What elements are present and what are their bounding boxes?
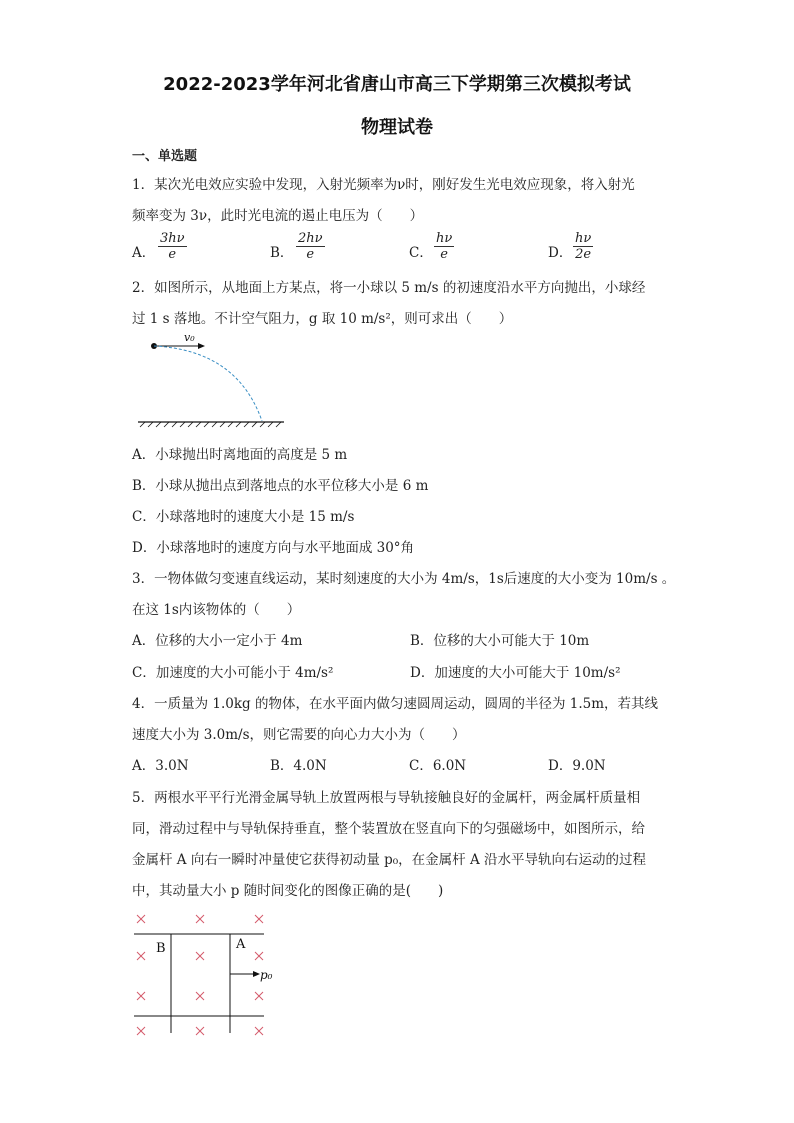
q1-option-b-label: B． xyxy=(270,245,294,261)
q1-option-a-denominator: e xyxy=(168,247,177,262)
page-title: 2022-2023学年河北省唐山市高三下学期第三次模拟考试 xyxy=(163,74,631,95)
q3-option-a: A．位移的大小一定小于 4m xyxy=(132,633,303,649)
q5-text-line-3: 金属杆 A 向右一瞬时冲量使它获得初动量 p₀，在金属杆 A 沿水平导轨向右运动的过程 xyxy=(132,852,647,868)
ground-hatching xyxy=(140,422,281,427)
q1-option-a-numerator: 3hν xyxy=(160,231,185,246)
arrow-head-icon xyxy=(253,971,260,977)
page-subtitle: 物理试卷 xyxy=(361,117,433,138)
q1-option-a-label: A． xyxy=(132,245,156,261)
q4-option-a: A．3.0N xyxy=(132,758,189,774)
q4-option-b: B．4.0N xyxy=(270,758,327,774)
q2-option-d: D．小球落地时的速度方向与水平地面成 30°角 xyxy=(132,540,415,556)
arrow-head-icon xyxy=(198,343,205,349)
rod-b-label: B xyxy=(156,941,166,956)
q1-option-b-denominator: e xyxy=(306,247,315,262)
section-heading: 一、单选题 xyxy=(132,149,198,164)
q1-text-line-2: 频率变为 3ν，此时光电流的遏止电压为（ ） xyxy=(132,208,424,224)
q2-text-line-1: 2．如图所示，从地面上方某点，将一小球以 5 m/s 的初速度沿水平方向抛出，小球经 xyxy=(132,280,646,296)
magnetic-field-crosses xyxy=(137,915,263,1035)
p0-label: p₀ xyxy=(260,968,273,982)
q1-option-c-numerator: hν xyxy=(436,231,453,246)
q2-text-line-2: 过 1 s 落地。不计空气阻力，g 取 10 m/s²，则可求出（ ） xyxy=(132,311,513,327)
q1-option-a-fraction xyxy=(158,231,187,262)
q2-option-c: C．小球落地时的速度大小是 15 m/s xyxy=(132,509,355,525)
q5-text-line-1: 5．两根水平平行光滑金属导轨上放置两根与导轨接触良好的金属杆，两金属杆质量相 xyxy=(132,790,641,806)
q1-text-line-1: 1．某次光电效应实验中发现，入射光频率为ν时，刚好发生光电效应现象，将入射光 xyxy=(132,177,635,193)
q1-option-c-denominator: e xyxy=(440,247,448,262)
q2-option-b: B．小球从抛出点到落地点的水平位移大小是 6 m xyxy=(132,478,429,494)
q3-option-b: B．位移的大小可能大于 10m xyxy=(410,633,590,649)
q1-option-b-fraction xyxy=(296,231,325,262)
q1-option-d-denominator: 2e xyxy=(575,247,592,262)
q1-option-c-fraction xyxy=(434,231,454,262)
q1-option-d-label: D． xyxy=(548,245,573,261)
magnetic-field-figure xyxy=(130,908,280,1043)
q4-text-line-1: 4．一质量为 1.0kg 的物体，在水平面内做匀速圆周运动，圆周的半径为 1.5m，若其线 xyxy=(132,696,659,712)
q1-option-c-label: C． xyxy=(409,245,433,261)
rod-a-label: A xyxy=(236,937,246,952)
q5-text-line-2: 同，滑动过程中与导轨保持垂直，整个装置放在竖直向下的匀强磁场中，如图所示，给 xyxy=(132,821,645,837)
q2-option-a: A．小球抛出时离地面的高度是 5 m xyxy=(132,447,348,463)
trajectory-curve xyxy=(154,346,262,421)
q1-option-d-numerator: hν xyxy=(575,231,592,246)
q3-option-c: C．加速度的大小可能小于 4m/s² xyxy=(132,665,334,681)
q3-option-d: D．加速度的大小可能大于 10m/s² xyxy=(410,665,621,681)
q4-text-line-2: 速度大小为 3.0m/s，则它需要的向心力大小为（ ） xyxy=(132,727,466,743)
q5-text-line-4: 中，其动量大小 p 随时间变化的图像正确的是( ) xyxy=(132,883,444,899)
q4-option-c: C．6.0N xyxy=(409,758,467,774)
q4-option-d: D．9.0N xyxy=(548,758,606,774)
projectile-figure xyxy=(132,330,292,430)
q1-option-b-numerator: 2hν xyxy=(298,231,323,246)
v0-label: v₀ xyxy=(184,331,195,344)
q3-text-line-2: 在这 1s内该物体的（ ） xyxy=(132,602,301,618)
q3-text-line-1: 3．一物体做匀变速直线运动，某时刻速度的大小为 4m/s，1s后速度的大小变为 10m/s 。 xyxy=(132,571,676,587)
q1-option-d-fraction xyxy=(573,231,593,262)
